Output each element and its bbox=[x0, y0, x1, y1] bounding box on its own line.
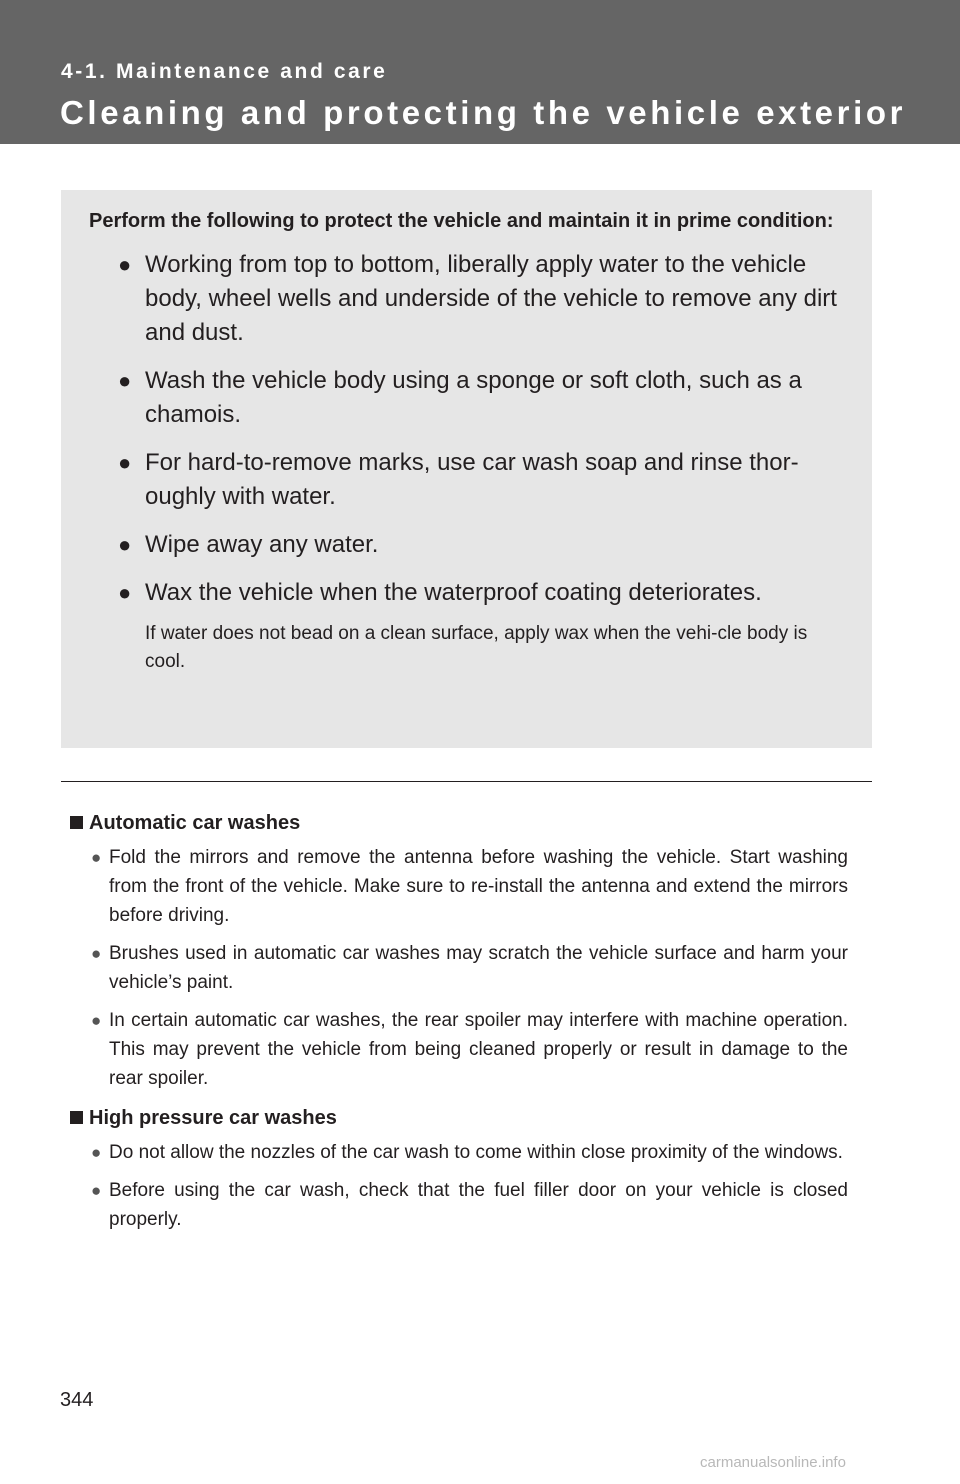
step-text: Wax the vehicle when the waterproof coating deteriorates. bbox=[145, 579, 762, 606]
list-item bbox=[70, 843, 848, 930]
wax-note: If water does not bead on a clean surface, apply wax when the vehi-cle body is cool. bbox=[145, 623, 808, 672]
list-item bbox=[70, 939, 848, 997]
page-header bbox=[0, 0, 960, 144]
note-heading-text: High pressure car washes bbox=[89, 1107, 337, 1129]
note-heading-high-pressure-car-washes bbox=[70, 1103, 848, 1133]
bullet-icon: ● bbox=[91, 1011, 102, 1030]
bullet-icon: ● bbox=[91, 1143, 102, 1162]
list-item bbox=[70, 1176, 848, 1234]
list-item bbox=[89, 528, 842, 562]
note-text: Do not allow the nozzles of the car wash to come within close proximity of the windows. bbox=[109, 1142, 843, 1163]
list-item bbox=[89, 576, 842, 610]
bullet-icon: ● bbox=[118, 252, 132, 277]
notes-section bbox=[70, 808, 848, 1244]
note-text: In certain automatic car washes, the rear spoiler may interfere with machine operation. This may prevent the vehicle from being cleaned properly or result in damage to the rear spoiler. bbox=[109, 1010, 848, 1089]
page-number: 344 bbox=[60, 1389, 94, 1411]
step-text: Wipe away any water. bbox=[145, 531, 379, 558]
intro-lead: Perform the following to protect the vehicle and maintain it in prime condition: bbox=[89, 210, 834, 232]
watermark: carmanualsonline.info bbox=[700, 1454, 846, 1471]
intro-box bbox=[61, 190, 872, 748]
step-text: Working from top to bottom, liberally apply water to the vehicle body, wheel wells and underside of the vehicle to remove any dirt and dust. bbox=[145, 251, 837, 346]
note-text: Brushes used in automatic car washes may scratch the vehicle surface and harm your vehicle’s paint. bbox=[109, 943, 848, 993]
list-item bbox=[70, 1006, 848, 1093]
page-title: Cleaning and protecting the vehicle exterior bbox=[60, 94, 907, 131]
bullet-icon: ● bbox=[118, 532, 132, 557]
bullet-icon: ● bbox=[91, 944, 102, 963]
note-heading-text: Automatic car washes bbox=[89, 812, 301, 834]
bullet-icon: ● bbox=[91, 1181, 102, 1200]
step-text: Wash the vehicle body using a sponge or soft cloth, such as a chamois. bbox=[145, 367, 802, 428]
bullet-icon: ● bbox=[118, 368, 132, 393]
section-label: 4-1. Maintenance and care bbox=[61, 60, 388, 83]
note-list bbox=[70, 843, 848, 1093]
square-bullet-icon bbox=[70, 816, 83, 829]
step-text: For hard-to-remove marks, use car wash soap and rinse thor-oughly with water. bbox=[145, 449, 799, 510]
note-text: Fold the mirrors and remove the antenna before washing the vehicle. Start washing from the front of the vehicle. Make sure to re-install the antenna and extend the mirrors before driving. bbox=[109, 847, 848, 926]
bullet-icon: ● bbox=[91, 848, 102, 867]
list-item bbox=[89, 248, 842, 350]
section-divider bbox=[61, 781, 872, 782]
cleaning-steps-list bbox=[89, 248, 842, 610]
note-list bbox=[70, 1138, 848, 1234]
square-bullet-icon bbox=[70, 1111, 83, 1124]
bullet-icon: ● bbox=[118, 580, 132, 605]
note-heading-automatic-car-washes bbox=[70, 808, 848, 838]
list-item bbox=[89, 364, 842, 432]
list-item bbox=[89, 446, 842, 514]
list-item bbox=[70, 1138, 848, 1167]
note-text: Before using the car wash, check that the fuel filler door on your vehicle is closed properly. bbox=[109, 1180, 848, 1230]
bullet-icon: ● bbox=[118, 450, 132, 475]
